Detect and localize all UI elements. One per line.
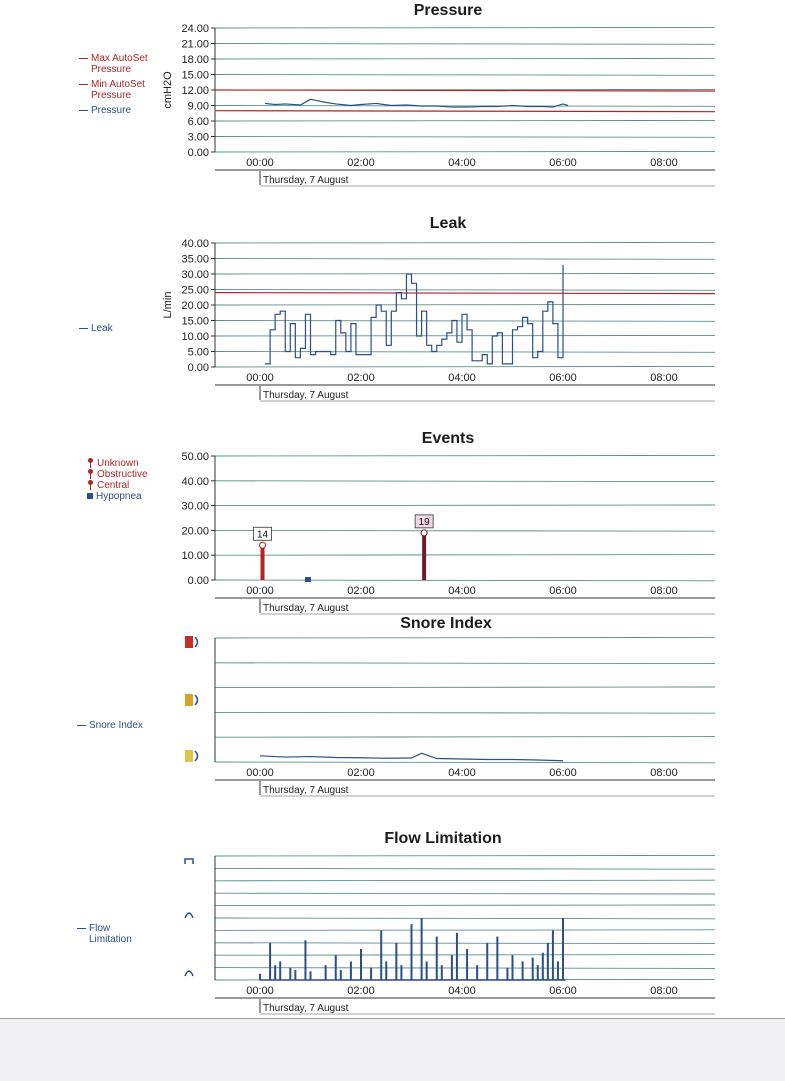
grid-line — [215, 259, 715, 260]
flow-bar — [436, 937, 438, 980]
legend-item-unknown — [87, 458, 148, 469]
y-tick-label: 40.00 — [181, 238, 209, 250]
grid-line — [215, 855, 715, 856]
sound-wave-icon — [195, 751, 198, 761]
legend-label: Unknown — [97, 458, 139, 469]
flow-bar — [289, 968, 291, 980]
y-axis-label: cmH2O — [162, 71, 174, 109]
date-label: Thursday, 7 August — [263, 603, 349, 614]
grid-line — [215, 880, 715, 881]
flow-bar — [506, 968, 508, 980]
grid-line — [215, 555, 715, 556]
flow-bar — [537, 965, 539, 980]
flow-bar — [496, 937, 498, 980]
x-tick-label: 00:00 — [246, 985, 274, 997]
flow-bar — [512, 955, 514, 980]
legend-label: Hypopnea — [96, 491, 142, 502]
grid-line — [215, 893, 715, 894]
y-tick-label: 12.00 — [181, 85, 209, 97]
flow-bar — [552, 930, 554, 980]
flow-bar — [370, 968, 372, 980]
legend-label: Leak — [91, 323, 113, 334]
x-tick-label: 06:00 — [549, 372, 577, 384]
flow-bar — [304, 940, 306, 980]
square-icon — [87, 493, 93, 499]
grid-line — [215, 273, 715, 274]
x-tick-label: 00:00 — [246, 372, 274, 384]
grid-line — [215, 75, 715, 76]
grid-line — [215, 580, 715, 581]
legend-label: Min AutoSet Pressure — [91, 79, 145, 101]
legend-item-central — [87, 480, 148, 491]
x-tick-label: 08:00 — [650, 585, 678, 597]
legend-item-flow — [77, 923, 132, 945]
grid-line — [215, 905, 715, 906]
grid-line — [215, 106, 715, 107]
x-tick-label: 00:00 — [246, 767, 274, 779]
pressure-chart — [150, 20, 720, 200]
flow-bar — [547, 943, 549, 980]
grid-line — [215, 44, 715, 45]
legend-label: Snore Index — [89, 720, 143, 731]
flow-bar — [542, 953, 544, 980]
legend-item-min-autoset — [79, 79, 148, 101]
grid-line — [215, 712, 715, 713]
event-head — [260, 542, 266, 548]
legend-label: Pressure — [91, 105, 132, 116]
x-tick-label: 04:00 — [448, 585, 476, 597]
x-tick-label: 04:00 — [448, 372, 476, 384]
legend-swatch — [79, 84, 88, 85]
grid-line — [215, 955, 715, 956]
event-marker-hypopnea — [305, 577, 311, 582]
flow-bar — [385, 961, 387, 980]
y-tick-label: 35.00 — [181, 253, 209, 266]
legend-snore — [77, 720, 143, 735]
y-tick-label: 25.00 — [181, 284, 209, 297]
legend-label: Max AutoSet Pressure — [91, 53, 148, 75]
events-chart — [150, 448, 720, 628]
legend-item-hypopnea — [87, 491, 148, 502]
x-tick-label: 04:00 — [448, 985, 476, 997]
flow-bar — [562, 918, 564, 980]
pin-icon — [87, 458, 94, 468]
flow-bar — [557, 961, 559, 980]
flow-shape-icon — [185, 859, 193, 864]
flow-bar — [411, 924, 413, 980]
grid-line — [215, 737, 715, 738]
chart-title-flow: Flow Limitation — [384, 830, 502, 847]
y-tick-label: 10.00 — [181, 331, 209, 343]
y-tick-label: 20.00 — [181, 300, 209, 312]
flow-bar — [486, 943, 488, 980]
grid-line — [215, 868, 715, 869]
y-tick-label: 30.00 — [181, 500, 209, 513]
legend-leak — [79, 323, 113, 338]
y-tick-label: 0.00 — [187, 362, 209, 374]
leak-chart — [150, 235, 720, 415]
legend-events — [87, 458, 148, 502]
grid-line — [215, 27, 715, 28]
x-tick-label: 08:00 — [650, 157, 678, 169]
event-bar — [422, 533, 426, 580]
legend-item-pressure — [79, 105, 148, 116]
y-tick-label: 21.00 — [181, 38, 209, 51]
grid-line — [215, 530, 715, 531]
grid-line — [215, 481, 715, 482]
legend-label: Flow Limitation — [89, 923, 132, 945]
chart-title-snore: Snore Index — [400, 615, 492, 632]
x-tick-label: 06:00 — [549, 767, 577, 779]
grid-line — [215, 151, 715, 152]
event-bar — [261, 545, 265, 580]
flow-bar — [350, 961, 352, 980]
flow-bar — [360, 949, 362, 980]
x-tick-label: 06:00 — [549, 985, 577, 997]
legend-label: Obstructive — [97, 469, 148, 480]
y-tick-label: 15.00 — [181, 315, 209, 328]
flow-bar — [274, 965, 276, 980]
speaker-icon — [185, 694, 193, 706]
y-tick-label: 0.00 — [187, 147, 209, 159]
date-label: Thursday, 7 August — [263, 1003, 349, 1014]
y-axis-label: L/min — [162, 291, 174, 319]
flow-shape-icon — [185, 971, 193, 976]
grid-line — [215, 120, 715, 121]
reference-line — [215, 293, 715, 294]
series-line — [265, 265, 563, 364]
x-tick-label: 08:00 — [650, 372, 678, 384]
date-label: Thursday, 7 August — [263, 785, 349, 796]
y-tick-label: 9.00 — [187, 100, 209, 113]
event-head — [421, 530, 427, 536]
legend-swatch — [79, 328, 88, 329]
x-tick-label: 06:00 — [549, 157, 577, 169]
flow-shape-icon — [185, 913, 193, 918]
y-tick-label: 6.00 — [187, 116, 209, 128]
speaker-icon — [185, 750, 193, 762]
reference-line — [215, 111, 715, 112]
grid-line — [215, 663, 715, 664]
grid-line — [215, 58, 715, 59]
grid-line — [215, 242, 715, 243]
flow-bar — [310, 971, 312, 980]
y-tick-label: 0.00 — [187, 575, 209, 587]
legend-item-max-autoset — [79, 53, 148, 75]
grid-line — [215, 918, 715, 919]
legend-swatch — [79, 58, 88, 59]
pin-icon — [87, 469, 94, 479]
legend-flow — [77, 923, 132, 949]
legend-item-snore — [77, 720, 143, 731]
grid-line — [215, 943, 715, 944]
flow-bar — [522, 961, 524, 980]
y-tick-label: 3.00 — [187, 131, 209, 144]
x-tick-label: 08:00 — [650, 767, 678, 779]
legend-swatch — [77, 725, 86, 726]
sound-wave-icon — [195, 695, 198, 705]
grid-line — [215, 321, 715, 322]
scan-edge — [0, 1018, 785, 1081]
flow-bar — [426, 961, 428, 980]
legend-pressure — [79, 53, 148, 120]
legend-item-obstructive — [87, 469, 148, 480]
x-tick-label: 04:00 — [448, 157, 476, 169]
y-tick-label: 10.00 — [181, 550, 209, 563]
flow-bar — [456, 933, 458, 980]
flow-bar — [395, 943, 397, 980]
legend-swatch — [77, 928, 86, 929]
legend-item-leak — [79, 323, 113, 334]
y-tick-label: 20.00 — [181, 525, 209, 538]
flow-bar — [340, 970, 342, 980]
flow-bar — [325, 965, 327, 980]
y-tick-label: 15.00 — [181, 69, 209, 82]
grid-line — [215, 687, 715, 688]
grid-line — [215, 366, 715, 367]
flow-bar — [335, 955, 337, 980]
x-tick-label: 00:00 — [246, 157, 274, 169]
chart-title-pressure: Pressure — [413, 2, 483, 19]
x-tick-label: 00:00 — [246, 585, 274, 597]
speaker-icon — [185, 636, 193, 648]
flow-bar — [269, 943, 271, 980]
pin-icon — [87, 480, 94, 490]
grid-line — [215, 505, 715, 506]
flow-bar — [532, 958, 534, 980]
x-tick-label: 02:00 — [347, 767, 375, 779]
chart-title-events: Events — [421, 430, 475, 447]
date-label: Thursday, 7 August — [263, 175, 349, 186]
flow-bar — [476, 965, 478, 980]
x-tick-label: 04:00 — [448, 767, 476, 779]
event-count-label: 19 — [418, 516, 430, 528]
y-tick-label: 30.00 — [181, 269, 209, 281]
series-line — [260, 753, 563, 760]
flow-bar — [259, 974, 261, 980]
flow-chart — [150, 848, 720, 1028]
grid-line — [215, 762, 715, 763]
legend-label: Central — [97, 480, 130, 491]
grid-line — [215, 637, 715, 638]
reference-line — [215, 90, 715, 91]
flow-bar — [380, 930, 382, 980]
chart-title-leak: Leak — [429, 215, 467, 232]
flow-bar — [466, 949, 468, 980]
flow-bar — [421, 918, 423, 980]
x-tick-label: 02:00 — [347, 985, 375, 997]
flow-bar — [451, 955, 453, 980]
y-tick-label: 5.00 — [187, 346, 209, 359]
y-tick-label: 24.00 — [181, 23, 209, 35]
date-label: Thursday, 7 August — [263, 390, 349, 401]
grid-line — [215, 455, 715, 456]
y-tick-label: 50.00 — [181, 451, 209, 463]
snore-chart — [150, 630, 720, 810]
grid-line — [215, 290, 715, 291]
event-count-label: 14 — [256, 529, 269, 541]
x-tick-label: 06:00 — [549, 585, 577, 597]
flow-bar — [400, 965, 402, 980]
x-tick-label: 02:00 — [347, 157, 375, 169]
flow-bar — [279, 961, 281, 980]
grid-line — [215, 930, 715, 931]
grid-line — [215, 137, 715, 138]
legend-swatch — [79, 110, 88, 111]
y-tick-label: 40.00 — [181, 475, 209, 488]
flow-bar — [294, 970, 296, 980]
sound-wave-icon — [195, 637, 198, 647]
y-tick-label: 18.00 — [181, 54, 209, 66]
grid-line — [215, 304, 715, 305]
x-tick-label: 02:00 — [347, 585, 375, 597]
x-tick-label: 02:00 — [347, 372, 375, 384]
x-tick-label: 08:00 — [650, 985, 678, 997]
flow-bar — [441, 965, 443, 980]
